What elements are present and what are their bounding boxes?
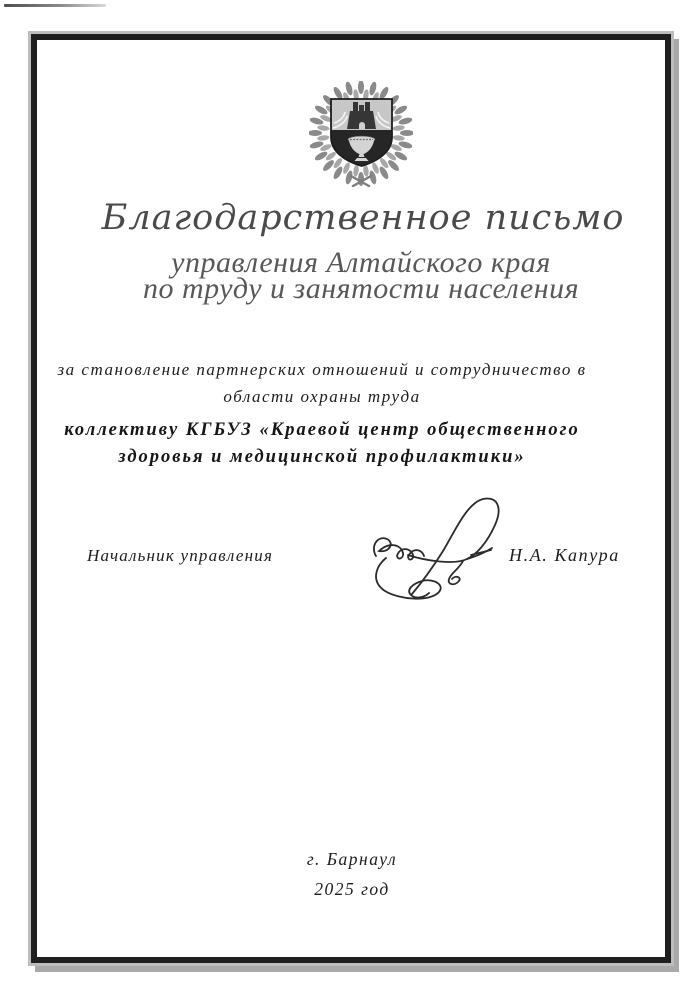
footer-year: 2025 год — [314, 879, 390, 899]
shield — [331, 99, 393, 167]
award-reason — [0, 356, 644, 410]
issuer-organization — [22, 246, 700, 305]
recipient-line-1: коллективу КГБУЗ «Краевой центр общественного — [64, 420, 580, 440]
issuer-line-1: управления Алтайского края — [171, 246, 551, 279]
reason-line-2: области охраны труда — [223, 387, 421, 406]
award-recipient — [0, 417, 644, 471]
reason-line-1: за становление партнерских отношений и сотрудничество в — [57, 360, 587, 379]
altai-krai-coat-of-arms-icon — [309, 81, 413, 187]
signatory-name: Н.А. Капура — [509, 545, 620, 565]
footer-city: г. Барнаул — [306, 849, 398, 869]
signatory-title: Начальник управления — [87, 546, 274, 565]
certificate-title: Благодарственное письмо — [101, 198, 625, 238]
issuer-line-2: по труду и занятости населения — [142, 272, 580, 305]
scan-artifact-line — [4, 4, 106, 7]
recipient-line-2: здоровья и медицинской профилактики» — [118, 447, 526, 467]
handwritten-signature-icon — [368, 494, 513, 609]
